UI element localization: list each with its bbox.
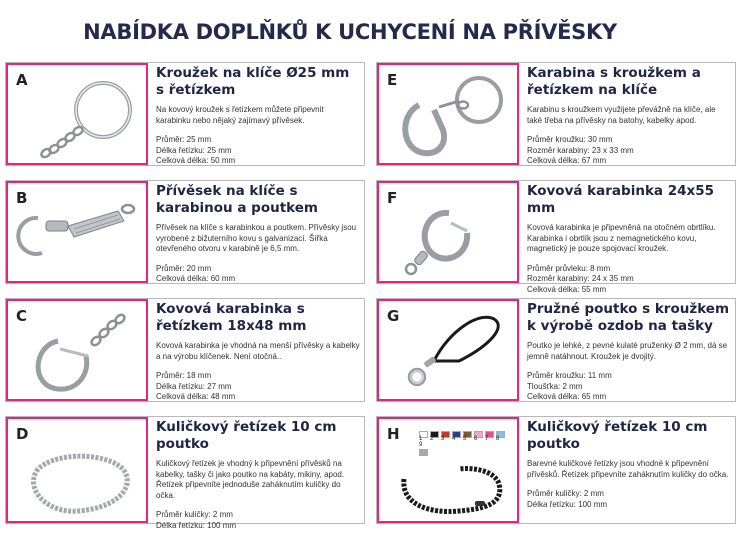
product-heading: Karabina s kroužkem a řetízkem na klíče — [527, 65, 701, 98]
product-card-b — [5, 180, 365, 284]
product-card-c — [5, 298, 365, 402]
spec-line: Celková délka: 50 mm — [156, 156, 236, 165]
product-image-d — [6, 417, 148, 523]
spec-line: Rozměr karabiny: 23 x 33 mm — [527, 145, 634, 155]
product-card-a — [5, 62, 365, 166]
spec-line: Průměr kroužku: 11 mm — [527, 371, 612, 380]
spec-line: Průměr kuličky: 2 mm — [527, 489, 604, 498]
page-title: NABÍDKA DOPLŇKŮ K UCHYCENÍ NA PŘÍVĚSKY — [83, 20, 617, 44]
product-heading: Kovová karabinka 24x55 mm — [527, 183, 715, 216]
product-image-a — [6, 63, 148, 165]
ball-chain-black-icon — [379, 419, 519, 523]
spec-line: Délka řetízku: 100 mm — [156, 520, 237, 530]
product-specs — [527, 371, 731, 403]
product-description: Přívěsek na klíče s karabinkou a poutkem. Přívěsky jsou vyrobené z bižuterního kovu s galvanizací. Šířka otevřeného otvoru v karabině je 6,5 mm. — [156, 223, 357, 253]
color-swatch-number: 5 — [463, 436, 467, 442]
product-description: Kovová karabinka je připevněná na otočném obrtlíku. Karabinka i obrtlík jsou z nemagnetického kovu, magnetický je pouze spojovací kroužek. — [527, 223, 716, 253]
product-heading: Kuličkový řetízek 10 cm poutko — [527, 419, 708, 452]
spec-line: Průměr průvleku: 8 mm — [527, 263, 611, 273]
color-swatch-number: 4 — [452, 436, 456, 442]
product-letter: H — [387, 425, 400, 443]
product-description: Na kovový kroužek s řetízkem můžete připevnit karabinku nebo nějaký zajímavý přívěsek. — [156, 105, 324, 125]
spec-line: Průměr kuličky: 2 mm — [156, 510, 233, 519]
keyring-chain-icon — [8, 65, 148, 165]
product-letter: F — [387, 189, 398, 207]
product-letter: C — [16, 307, 28, 325]
product-letter: B — [16, 189, 28, 207]
product-description: Poutko je lehké, z pevné kulaté pruženky Ø 2 mm, dá se jemně natáhnout. Kroužek je dvojitý. — [527, 341, 728, 361]
product-heading: Kuličkový řetízek 10 cm poutko — [156, 419, 337, 452]
color-swatch-number: 1 — [419, 436, 423, 442]
product-image-b — [6, 181, 148, 283]
product-card-g — [376, 298, 736, 402]
product-image-h — [377, 417, 519, 523]
spec-line: Rozměr karabiny: 24 x 35 mm — [527, 274, 634, 283]
product-card-d — [5, 416, 365, 530]
spec-line: Průměr: 25 mm — [156, 135, 212, 144]
product-heading: Kroužek na klíče Ø25 mm s řetízkem — [156, 65, 350, 98]
spec-line: Celková délka: 48 mm — [156, 392, 236, 401]
spec-line: Délka řetízku: 27 mm — [156, 381, 232, 391]
product-specs — [156, 135, 360, 167]
color-swatch-number: 9 — [419, 442, 423, 448]
product-image-c — [6, 299, 148, 401]
product-card-h — [376, 416, 736, 524]
spec-line: Celková délka: 65 mm — [527, 392, 607, 401]
ball-chain-icon — [8, 419, 148, 523]
spec-line: Průměr: 20 mm — [156, 263, 212, 273]
spec-line: Délka řetízku: 100 mm — [527, 499, 608, 509]
product-description: Karabinu s kroužkem využijete převážně na klíče, ale také třeba na přívěsky na batohy, kabelky apod. — [527, 105, 716, 125]
product-specs — [156, 264, 360, 285]
product-description: Kuličkový řetízek je vhodný k připevnění přívěsků na kabelky, tašky či jako poutko na kabáty, mikiny, apod. Řetízek připevníte jednoduše zaháknutím kuličky do očka. — [156, 459, 345, 500]
spec-line: Celková délka: 60 mm — [156, 274, 236, 283]
product-specs — [156, 510, 360, 531]
spec-line: Průměr: 18 mm — [156, 371, 212, 380]
color-swatch-number: 3 — [441, 436, 445, 442]
spec-line: Celková délka: 67 mm — [527, 156, 607, 165]
color-swatch-number: 8 — [496, 436, 500, 442]
product-heading: Přívěsek na klíče s karabinou a poutkem — [156, 183, 318, 216]
product-specs — [527, 135, 731, 167]
spec-line: Délka řetízku: 25 mm — [156, 145, 232, 155]
product-letter: E — [387, 71, 398, 89]
color-swatch-number: 6 — [474, 436, 478, 442]
product-letter: A — [16, 71, 28, 89]
product-letter: G — [387, 307, 400, 325]
product-heading: Pružné poutko s kroužkem k výrobě ozdob na tašky — [527, 301, 730, 334]
product-image-e — [377, 63, 519, 165]
product-specs — [527, 489, 731, 510]
elastic-loop-icon — [379, 301, 519, 401]
spec-line: Tloušťka: 2 mm — [527, 381, 583, 391]
product-description: Barevné kuličkové řetízky jsou vhodné k připevnění přívěsků. Řetízek připevníte zaháknutím kuličky do očka. — [527, 459, 729, 479]
product-specs — [527, 264, 731, 296]
product-heading: Kovová karabinka s řetízkem 18x48 mm — [156, 301, 307, 334]
product-image-g — [377, 299, 519, 401]
product-specs — [156, 371, 360, 403]
carabiner-chain-icon — [8, 301, 148, 401]
carabiner-keyring-icon — [379, 65, 519, 165]
product-letter: D — [16, 425, 29, 443]
keyring-lanyard-icon — [8, 183, 148, 283]
color-swatch-number: 7 — [485, 436, 489, 442]
spec-line: Průměr kroužku: 30 mm — [527, 135, 613, 144]
product-card-f — [376, 180, 736, 294]
color-swatch-number: 2 — [430, 436, 434, 442]
product-description: Kovová karabinka je vhodná na menší přívěsky a kabelky a na výrobu klíčenek. Není otočná.. — [156, 341, 360, 361]
product-image-f — [377, 181, 519, 283]
spec-line: Celková délka: 55 mm — [527, 284, 607, 294]
product-card-e — [376, 62, 736, 166]
carabiner-swivel-icon — [379, 183, 519, 283]
